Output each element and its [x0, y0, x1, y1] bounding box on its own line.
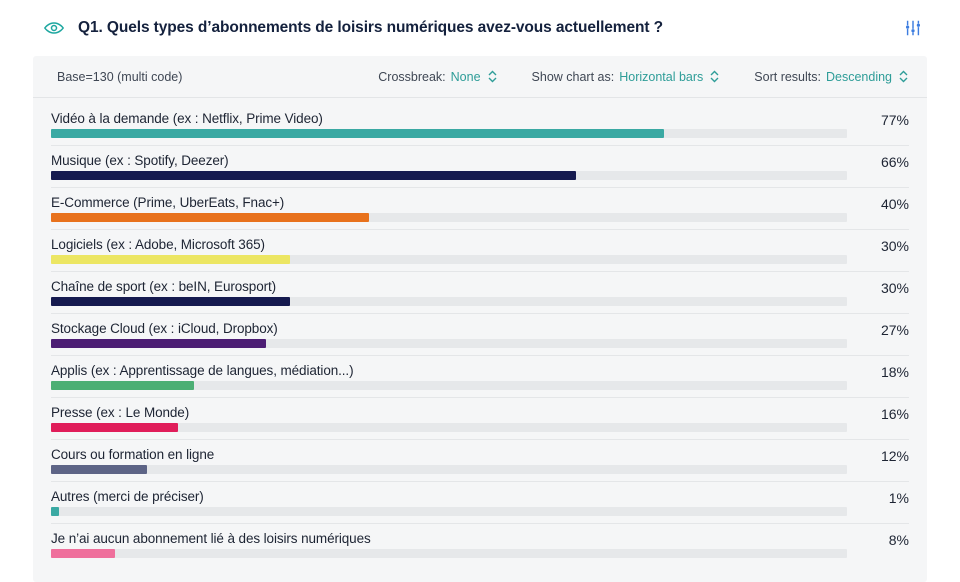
chevron-updown-icon: [898, 70, 909, 83]
bar-category-label: Logiciels (ex : Adobe, Microsoft 365): [51, 237, 265, 252]
bar-category-label: Cours ou formation en ligne: [51, 447, 215, 462]
bar-fill: [51, 381, 194, 390]
bar-line: [51, 465, 847, 474]
bar-value-label: 16%: [880, 406, 909, 422]
row-divider: [51, 523, 909, 524]
eye-icon[interactable]: [44, 21, 64, 35]
bar-track: [51, 381, 847, 390]
bar-line: [51, 171, 847, 180]
bar-fill: [51, 171, 576, 180]
bar-line: [51, 213, 847, 222]
sort-value: Descending: [825, 69, 892, 84]
bar-fill: [51, 423, 178, 432]
chevron-updown-icon: [709, 70, 720, 83]
bar-row[interactable]: [51, 316, 909, 356]
bar-line: [51, 339, 847, 348]
bar-line: [51, 255, 847, 264]
bar-value-label: 66%: [880, 154, 909, 170]
bar-fill: [51, 549, 115, 558]
bar-category-label: Je n’ai aucun abonnement lié à des loisirs numériques: [51, 531, 371, 546]
bar-fill: [51, 339, 266, 348]
bar-track: [51, 129, 847, 138]
bar-line: [51, 549, 847, 558]
bar-row[interactable]: [51, 148, 909, 188]
bar-track: [51, 465, 847, 474]
bar-value-label: 12%: [880, 448, 909, 464]
bar-category-label: Applis (ex : Apprentissage de langues, médiation...): [51, 363, 354, 378]
chart-card: [33, 56, 927, 582]
bar-row[interactable]: [51, 484, 909, 524]
bar-row-inner: [51, 526, 909, 558]
bar-line: [51, 507, 847, 516]
bar-fill: [51, 465, 147, 474]
bar-row-inner: [51, 358, 909, 390]
bar-chart: [33, 98, 927, 566]
bar-row-inner: [51, 484, 909, 516]
bar-row-inner: [51, 148, 909, 180]
chart-toolbar: [33, 56, 927, 98]
crossbreak-value: None: [450, 69, 481, 84]
bar-line: [51, 423, 847, 432]
bar-track: [51, 255, 847, 264]
bar-category-label: Musique (ex : Spotify, Deezer): [51, 153, 229, 168]
row-divider: [51, 271, 909, 272]
crossbreak-label: Crossbreak:: [378, 69, 446, 84]
crossbreak-selector[interactable]: [378, 70, 497, 84]
base-size-label: Base=130 (multi code): [57, 69, 183, 84]
bar-fill: [51, 297, 290, 306]
bar-value-label: 18%: [880, 364, 909, 380]
sort-label: Sort results:: [754, 69, 821, 84]
row-divider: [51, 187, 909, 188]
chart-type-label: Show chart as:: [531, 69, 615, 84]
bar-row-inner: [51, 274, 909, 306]
bar-value-label: 40%: [880, 196, 909, 212]
bar-row[interactable]: [51, 442, 909, 482]
bar-fill: [51, 213, 369, 222]
bar-track: [51, 423, 847, 432]
bar-fill: [51, 507, 59, 516]
row-divider: [51, 397, 909, 398]
bar-row[interactable]: [51, 526, 909, 566]
bar-row-inner: [51, 316, 909, 348]
bar-value-label: 30%: [880, 280, 909, 296]
row-divider: [51, 481, 909, 482]
row-divider: [51, 313, 909, 314]
bar-row[interactable]: [51, 232, 909, 272]
bar-row-inner: [51, 400, 909, 432]
bar-value-label: 77%: [880, 112, 909, 128]
bar-track: [51, 297, 847, 306]
bar-category-label: Autres (merci de préciser): [51, 489, 204, 504]
row-divider: [51, 145, 909, 146]
bar-category-label: Vidéo à la demande (ex : Netflix, Prime Video): [51, 111, 323, 126]
bar-row-inner: [51, 106, 909, 138]
bar-line: [51, 129, 847, 138]
bar-value-label: 1%: [888, 490, 909, 506]
chart-type-selector[interactable]: [532, 70, 721, 84]
bar-fill: [51, 255, 290, 264]
bar-row[interactable]: [51, 274, 909, 314]
bar-category-label: Presse (ex : Le Monde): [51, 405, 190, 420]
bar-track: [51, 339, 847, 348]
bar-row-inner: [51, 442, 909, 474]
bar-row[interactable]: [51, 358, 909, 398]
bar-line: [51, 381, 847, 390]
bar-value-label: 8%: [888, 532, 909, 548]
bar-category-label: Chaîne de sport (ex : beIN, Eurosport): [51, 279, 277, 294]
page-title: Q1. Quels types d’abonnements de loisirs numériques avez-vous actuellement ?: [78, 19, 664, 36]
chart-type-value: Horizontal bars: [619, 69, 704, 84]
bar-row[interactable]: [51, 190, 909, 230]
bar-row[interactable]: [51, 400, 909, 440]
bar-track: [51, 549, 847, 558]
bar-value-label: 27%: [880, 322, 909, 338]
bar-track: [51, 171, 847, 180]
question-header: [0, 0, 960, 52]
bar-category-label: Stockage Cloud (ex : iCloud, Dropbox): [51, 321, 278, 336]
bar-track: [51, 213, 847, 222]
sliders-icon[interactable]: [904, 19, 922, 37]
bar-category-label: E-Commerce (Prime, UberEats, Fnac+): [51, 195, 285, 210]
bar-row[interactable]: [51, 106, 909, 146]
row-divider: [51, 439, 909, 440]
sort-selector[interactable]: [754, 70, 909, 84]
bar-fill: [51, 129, 664, 138]
row-divider: [51, 355, 909, 356]
bar-row-inner: [51, 190, 909, 222]
row-divider: [51, 565, 909, 566]
bar-line: [51, 297, 847, 306]
bar-value-label: 30%: [880, 238, 909, 254]
bar-row-inner: [51, 232, 909, 264]
row-divider: [51, 229, 909, 230]
chevron-updown-icon: [487, 70, 498, 83]
bar-track: [51, 507, 847, 516]
